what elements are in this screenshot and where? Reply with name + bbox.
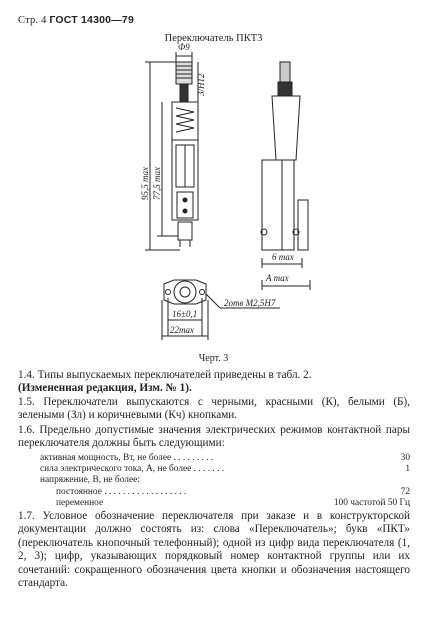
table-row	[40, 453, 410, 464]
paragraph-1-7: 1.7. Условное обозначение переключателя при заказе и в конструкторской документации должно состоять из: слова «Переключатель»; букв «ПКТ» (переключатель кнопочный телефонный); одной из цифр вида переключателя (1, 2, 3); цифр, указывающих порядковый номер контактной группы или их сочетаний: сокращенного обозначения цвета кнопки и обозначения настоящего стандарта.	[18, 510, 410, 590]
row-value	[406, 475, 410, 486]
row-value: 72	[400, 486, 410, 497]
base-label-2: 22max	[170, 325, 194, 335]
row-label: постоянное . . . . . . . . . . . . . . . . . .	[56, 486, 187, 497]
drawing-caption: Черт. 3	[198, 353, 229, 364]
standard-number: ГОСТ 14300—79	[49, 14, 134, 26]
table-row	[40, 464, 410, 475]
holes-label: 2отв М2,5Н7	[224, 298, 276, 308]
paragraph-1-6: 1.6. Предельно допустимые значения электрических режимов контактной пары переключателя должны быть следующими:	[18, 424, 410, 450]
table-row	[40, 498, 410, 509]
row-label: сила электрического тока, А, не более . . . . . . .	[40, 464, 225, 475]
page-number: Стр. 4	[18, 15, 47, 26]
base-label-1: 16±0,1	[172, 309, 198, 319]
width-label-2: A max	[266, 273, 289, 283]
row-value: 30	[400, 453, 410, 463]
table-row	[40, 475, 410, 486]
row-value: 100 частотой 50 Гц	[333, 497, 410, 508]
height-label-3: 77,5 max	[152, 167, 162, 200]
diameter-label: Ф9	[178, 42, 190, 52]
row-label: переменное	[56, 497, 104, 508]
height-label-2: 95,5 max	[140, 167, 150, 200]
drawing-title: Переключатель ПКТ3	[164, 33, 263, 44]
paragraph-1-4-text: 1.4. Типы выпускаемых переключателей приведены в табл. 2.	[18, 369, 312, 381]
row-label: активная мощность, Вт, не более . . . . . . . . .	[40, 453, 214, 463]
table-row	[40, 487, 410, 498]
row-value: 1	[405, 464, 410, 475]
paragraph-1-5: 1.5. Переключатели выпускаются с черными, красными (К), белыми (Б), зелеными (Зл) и коричневыми (Кч) кнопками.	[18, 396, 410, 422]
width-label-1: 6 max	[272, 252, 294, 262]
amendment-note: (Измененная редакция, Изм. № 1).	[18, 382, 192, 395]
electrical-limits-table	[40, 453, 410, 509]
height-label-1: 3/H12	[196, 73, 206, 96]
row-label: напряжение, В, не более:	[40, 475, 140, 486]
paragraph-1-4	[18, 369, 410, 396]
